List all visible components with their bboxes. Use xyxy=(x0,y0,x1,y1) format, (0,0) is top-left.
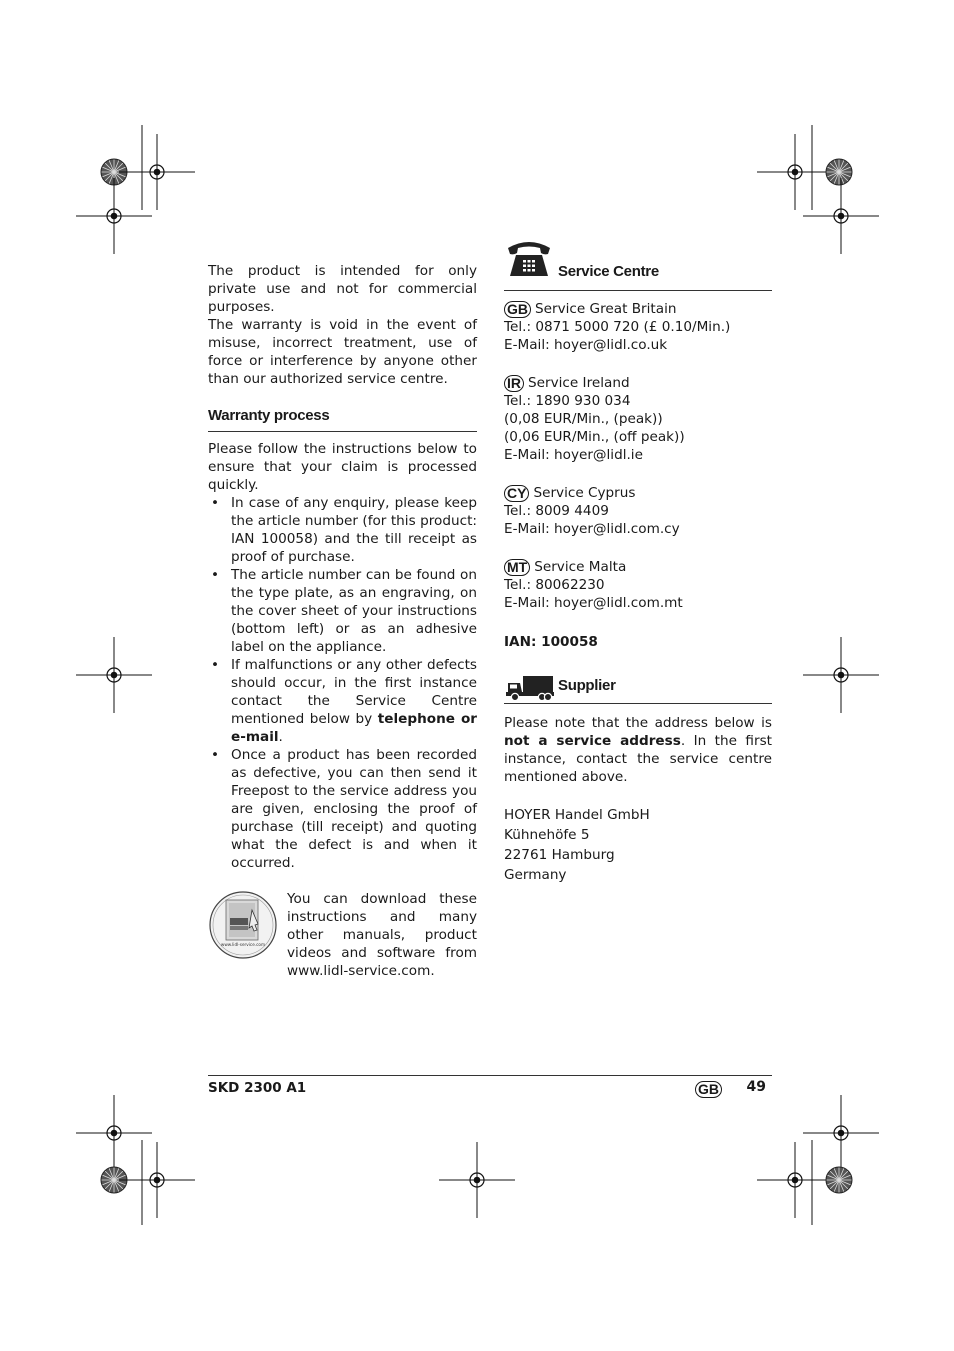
page-number: 49 xyxy=(746,1079,766,1095)
warranty-steps xyxy=(208,494,477,872)
service-great-britain: GB Service Great Britain Tel.: 0871 5000 720 (£ 0.10/Min.) E-Mail: hoyer@lidl.co.uk xyxy=(504,300,772,354)
download-info xyxy=(208,890,477,980)
country-badge: CY xyxy=(504,485,529,502)
telephone-icon xyxy=(506,238,552,278)
service-malta: MT Service Malta Tel.: 80062230 E-Mail: hoyer@lidl.com.mt xyxy=(504,558,772,612)
service-ireland: IR Service Ireland Tel.: 1890 930 034 (0,08 EUR/Min., (peak)) (0,06 EUR/Min., (off peak)) E-Mail: hoyer@lidl.ie xyxy=(504,374,772,464)
model-number: SKD 2300 A1 xyxy=(208,1080,307,1096)
country-badge: GB xyxy=(504,301,531,318)
warranty-intro: Please follow the instructions below to ensure that your claim is processed quickly. xyxy=(208,441,477,493)
email-address[interactable]: E-Mail: hoyer@lidl.ie xyxy=(504,447,643,463)
download-icon-caption: www.lidl-service.com xyxy=(220,942,266,947)
download-text: You can download these instructions and many other manuals, product videos and software from www.lidl-service.com. xyxy=(287,891,477,979)
list-item: • In case of any enquiry, please keep the article number (for this product: IAN 100058) and the till receipt as proof of purchase. xyxy=(208,494,477,566)
language-badge: GB xyxy=(695,1081,722,1098)
service-cyprus: CY Service Cyprus Tel.: 8009 4409 E-Mail: hoyer@lidl.com.cy xyxy=(504,484,772,538)
right-column xyxy=(504,232,772,884)
service-list xyxy=(504,300,772,612)
service-centre-header xyxy=(504,232,772,290)
address-line: Kühnehöfe 5 xyxy=(504,827,590,843)
phone-number: Tel.: 1890 930 034 xyxy=(504,393,631,409)
email-address[interactable]: E-Mail: hoyer@lidl.com.mt xyxy=(504,595,683,611)
phone-number: Tel.: 8009 4409 xyxy=(504,503,609,519)
rate-off-peak: (0,06 EUR/Min., (off peak)) xyxy=(504,429,685,445)
service-centre-heading: Service Centre xyxy=(558,263,659,280)
address-line: HOYER Handel GmbH xyxy=(504,807,650,823)
intro-paragraph-1: The product is intended for only private use and not for commercial purposes. xyxy=(208,263,477,315)
download-url[interactable]: www.lidl-service.com. xyxy=(287,963,435,979)
rate-peak: (0,08 EUR/Min., (peak)) xyxy=(504,411,663,427)
page-footer xyxy=(208,1075,772,1097)
download-manual-icon xyxy=(208,890,278,960)
address-line: 22761 Hamburg xyxy=(504,847,615,863)
list-item: • The article number can be found on the type plate, as an engraving, on the cover sheet of your instructions (bottom left) or as an adhesive label on the appliance. xyxy=(208,566,477,656)
warranty-heading: Warranty process xyxy=(208,407,477,432)
email-address[interactable]: E-Mail: hoyer@lidl.com.cy xyxy=(504,521,680,537)
ian-number: IAN: 100058 xyxy=(504,634,598,650)
heading-divider xyxy=(504,290,772,291)
phone-number: Tel.: 80062230 xyxy=(504,577,605,593)
address-line: Germany xyxy=(504,867,567,883)
supplier-note: Please note that the address below is not a service address. In the first instance, contact the service centre mentioned above. xyxy=(504,715,772,785)
truck-icon xyxy=(506,675,554,701)
phone-number: Tel.: 0871 5000 720 (£ 0.10/Min.) xyxy=(504,319,731,335)
contact-method-emphasis: telephone or e-mail xyxy=(231,711,477,745)
supplier-header xyxy=(504,671,772,703)
heading-divider xyxy=(504,703,772,704)
supplier-address xyxy=(504,806,772,884)
left-column xyxy=(208,262,477,980)
supplier-heading: Supplier xyxy=(558,677,616,694)
not-service-address-emphasis: not a service address xyxy=(504,733,681,749)
country-badge: IR xyxy=(504,375,524,392)
country-badge: MT xyxy=(504,559,530,576)
email-address[interactable]: E-Mail: hoyer@lidl.co.uk xyxy=(504,337,668,353)
list-item: • Once a product has been recorded as defective, you can then send it Freepost to the service address you are given, enclosing the proof of purchase (till receipt) and quoting what the defect is and when it occurred. xyxy=(208,746,477,872)
list-item: • If malfunctions or any other defects should occur, in the first instance contact the Service Centre mentioned below by telephone or e-mail. xyxy=(208,656,477,746)
intro-paragraph-2: The warranty is void in the event of misuse, incorrect treatment, use of force or interference by anyone other than our authorized service centre. xyxy=(208,317,477,387)
